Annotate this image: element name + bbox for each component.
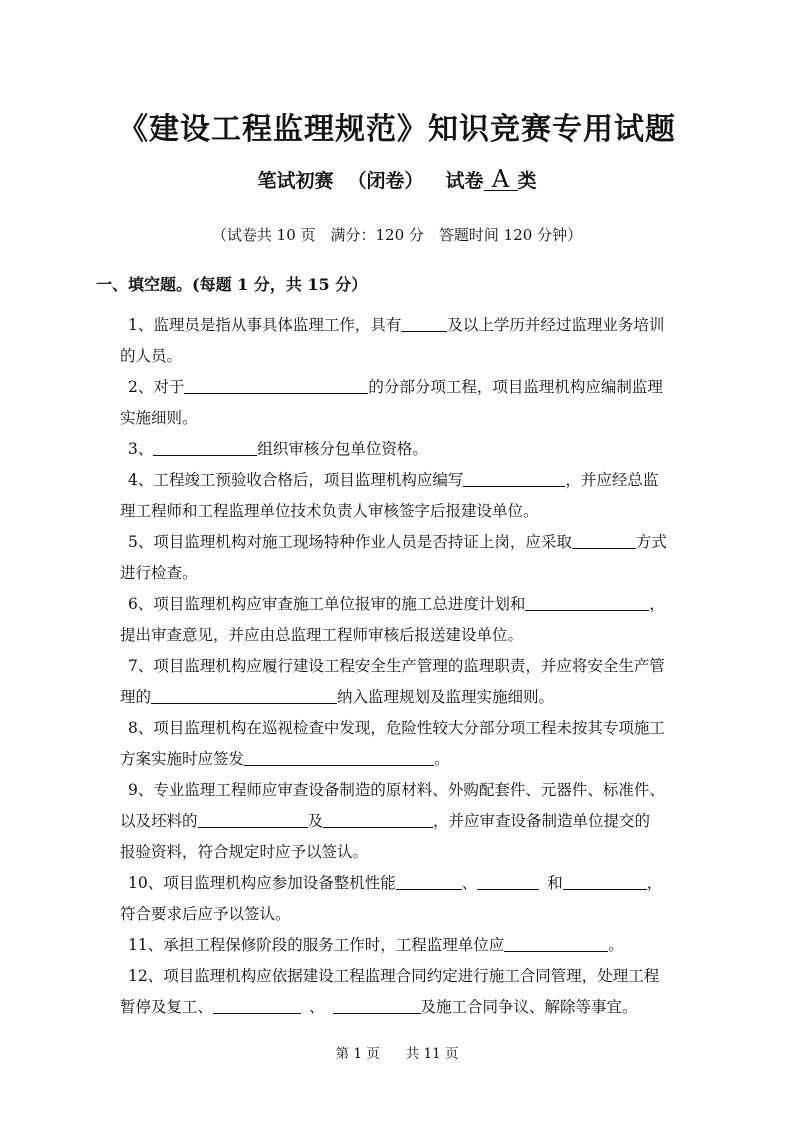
answer-blank[interactable] bbox=[244, 749, 434, 766]
answer-blank[interactable] bbox=[323, 811, 433, 828]
question-5: 5、项目监理机构对施工现场特种作业人员是否持证上岗，应采取 方式 进行检查。 bbox=[120, 533, 667, 582]
answer-blank[interactable] bbox=[151, 687, 337, 704]
answer-blank[interactable] bbox=[153, 439, 257, 456]
answer-blank[interactable] bbox=[504, 935, 608, 952]
question-10: 10、项目监理机构应参加设备整机性能 、 和 ， 符合要求后应予以签认。 bbox=[120, 874, 663, 923]
answer-blank[interactable] bbox=[401, 315, 447, 332]
question-1: 1、监理员是指从事具体监理工作，具有 及以上学历并经过监理业务培训 的人员。 bbox=[120, 316, 665, 365]
page-number: 第 1 页 bbox=[335, 1046, 380, 1062]
answer-blank[interactable] bbox=[396, 873, 462, 890]
question-7: 7、项目监理机构应履行建设工程安全生产管理的监理职责，并应将安全生产管 理的 纳入监理规划及监理实施细则。 bbox=[120, 657, 665, 706]
answer-blank[interactable] bbox=[184, 377, 368, 394]
answer-blank[interactable] bbox=[213, 997, 301, 1014]
question-8: 8、项目监理机构在巡视检查中发现，危险性较大分部分项工程未按其专项施工 方案实施时应签发 。 bbox=[120, 719, 665, 768]
page-footer bbox=[0, 1042, 794, 1062]
question-2: 2、对于 的分部分项工程，项目监理机构应编制监理 实施细则。 bbox=[120, 378, 663, 427]
answer-blank[interactable] bbox=[333, 997, 421, 1014]
section-heading: 一、填空题。(每题 1 分，共 15 分） bbox=[96, 275, 368, 294]
answer-blank[interactable] bbox=[563, 873, 647, 890]
subtitle-round: 笔试初赛 bbox=[257, 170, 334, 192]
answer-blank[interactable] bbox=[525, 594, 649, 611]
answer-blank[interactable] bbox=[477, 873, 539, 890]
exam-info: （试卷共 10 页 满分：120 分 答题时间 120 分钟） bbox=[211, 226, 583, 244]
question-9: 9、专业监理工程师应审查设备制造的原材料、外购配套件、元器件、标准件、 以及坯料的 及 ，并应审查设备制造单位提交的 报验资料，符合规定时应予以签认。 bbox=[120, 781, 665, 861]
paper-type: A bbox=[484, 168, 518, 191]
answer-blank[interactable] bbox=[198, 811, 308, 828]
page-total: 共 11 页 bbox=[405, 1046, 459, 1062]
exam-subtitle bbox=[0, 166, 794, 193]
answer-blank[interactable] bbox=[572, 532, 636, 549]
exam-title: 《建设工程监理规范》知识竞赛专用试题 bbox=[118, 112, 676, 147]
question-3: 3、 组织审核分包单位资格。 bbox=[128, 440, 428, 458]
subtitle-closed-book: （闭卷） bbox=[347, 170, 424, 192]
subtitle-paper-label: 试卷 bbox=[445, 170, 484, 192]
subtitle-class-label: 类 bbox=[517, 170, 537, 192]
question-11: 11、承担工程保修阶段的服务工作时，工程监理单位应 。 bbox=[128, 936, 624, 954]
question-6: 6、项目监理机构应审查施工单位报审的施工总进度计划和 ， 提出审查意见，并应由总监理工程师审核后报送建设单位。 bbox=[120, 595, 665, 644]
question-4: 4、工程竣工预验收合格后，项目监理机构应编写 ，并应经总监 理工程师和工程监理单位技术负责人审核签字后报建设单位。 bbox=[120, 471, 659, 520]
answer-blank[interactable] bbox=[463, 470, 565, 487]
question-12: 12、项目监理机构应依据建设工程监理合同约定进行施工合同管理，处理工程 暂停及复工、 、 及施工合同争议、解除等事宜。 bbox=[120, 967, 660, 1016]
